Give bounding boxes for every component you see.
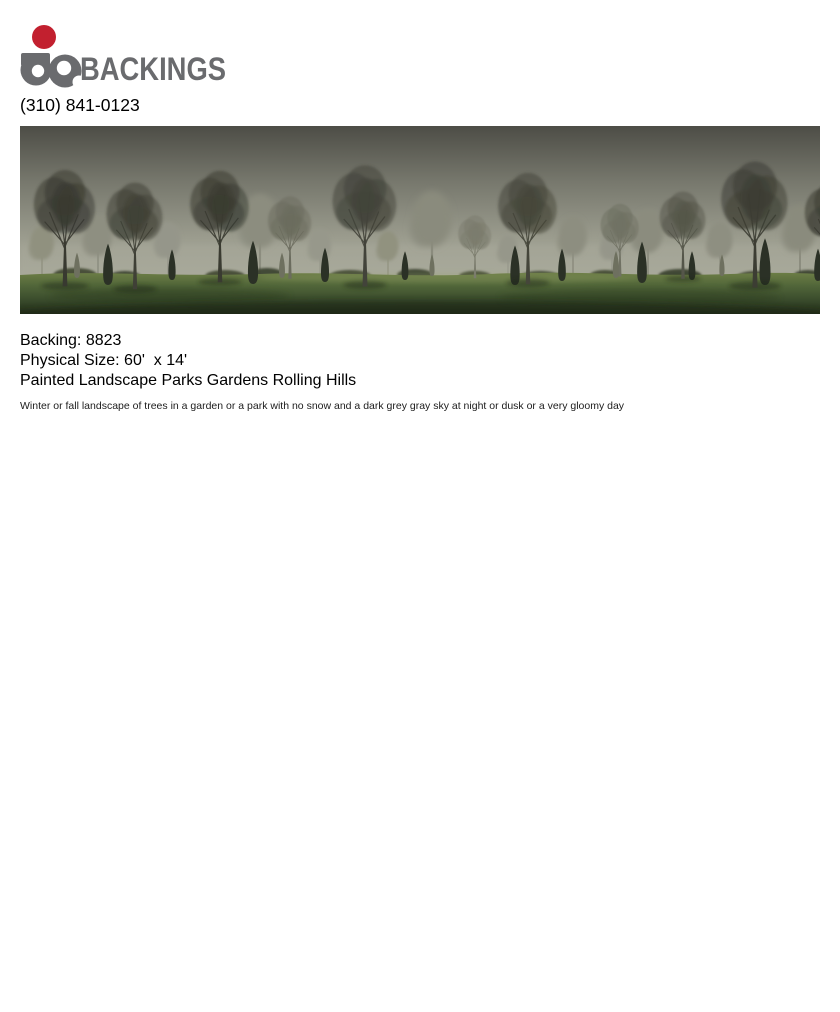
backing-description: Winter or fall landscape of trees in a garden or a park with no snow and a dark grey gray sky at night or dusk or a very gloomy day — [20, 400, 625, 412]
landscape-artwork — [20, 126, 820, 314]
jc-backings-logo — [18, 22, 254, 92]
jc-logo-mark-icon — [21, 25, 86, 89]
backing-size-line: Physical Size: 60' x 14' — [20, 352, 188, 369]
backing-info — [20, 331, 840, 391]
backing-title-line: Painted Landscape Parks Gardens Rolling Hills — [20, 372, 357, 389]
brand-name: BACKINGS — [80, 51, 226, 87]
page — [0, 22, 840, 1012]
backing-number-line: Backing: 8823 — [20, 332, 122, 349]
phone-number: (310) 841-0123 — [20, 95, 140, 115]
header — [0, 22, 840, 116]
backing-image[interactable] — [20, 126, 820, 314]
